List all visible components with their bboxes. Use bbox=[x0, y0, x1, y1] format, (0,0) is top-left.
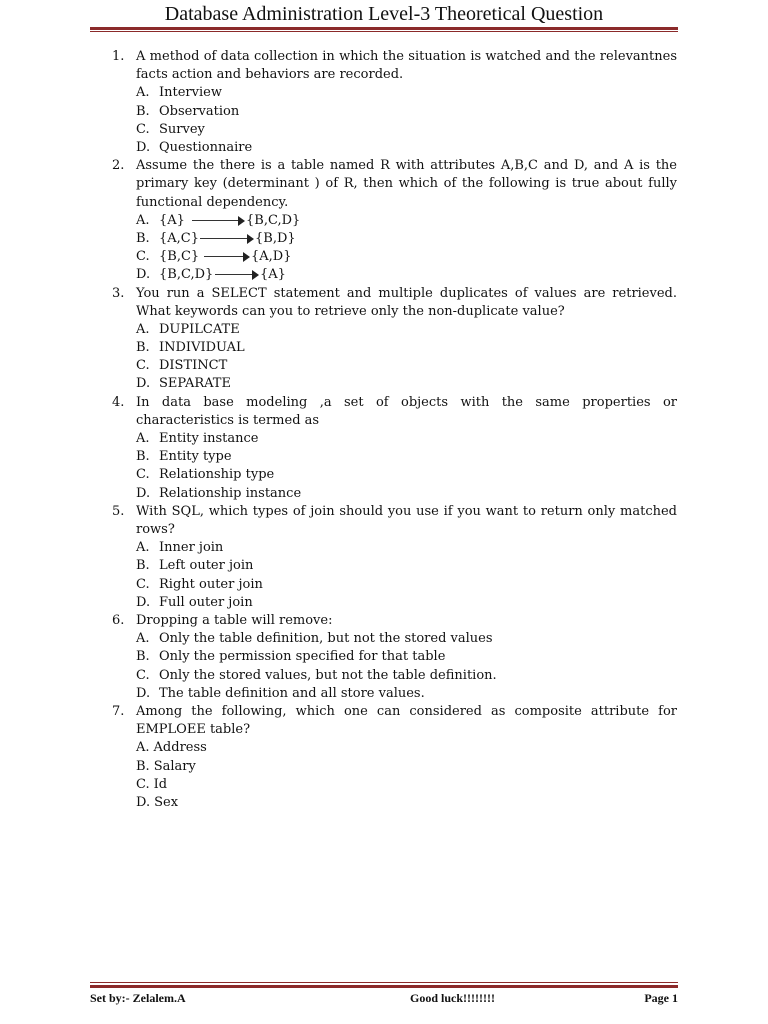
option-text: Survey bbox=[159, 121, 205, 137]
option-text: Salary bbox=[153, 758, 196, 774]
option bbox=[136, 794, 677, 812]
option-letter: B. bbox=[136, 103, 150, 119]
option-letter: B. bbox=[136, 340, 150, 356]
option bbox=[136, 103, 677, 121]
option-text: Entity type bbox=[159, 449, 232, 465]
option-letter: C. bbox=[136, 776, 150, 792]
question-number: 7. bbox=[112, 703, 125, 719]
fd-option bbox=[136, 212, 677, 230]
option bbox=[136, 466, 677, 484]
question-text: Assume the there is a table named R with attributes A,B,C and D, and A is the primary key (determinant ) of R, then which of the following is true about fully functional dependency. bbox=[136, 158, 677, 210]
fd-dependent: {B,D} bbox=[255, 230, 296, 246]
option-text: Entity instance bbox=[159, 431, 259, 447]
option-text: DUPILCATE bbox=[159, 321, 240, 337]
option-letter: D. bbox=[136, 485, 151, 501]
fd-dependent: {A} bbox=[260, 267, 286, 283]
option bbox=[136, 557, 677, 575]
option bbox=[136, 121, 677, 139]
option bbox=[136, 339, 677, 357]
arrow-icon bbox=[192, 216, 245, 226]
option-letter: C. bbox=[136, 667, 150, 683]
fd-determinant: {B,C} bbox=[159, 249, 200, 265]
option-text: Left outer join bbox=[159, 558, 254, 574]
option-letter: A. bbox=[136, 540, 150, 556]
option-text: Sex bbox=[154, 794, 179, 810]
option-letter: A. bbox=[136, 85, 150, 101]
option-text: DISTINCT bbox=[159, 358, 228, 374]
option-letter: B. bbox=[136, 558, 150, 574]
fd-determinant: {A,C} bbox=[159, 230, 200, 246]
question-4 bbox=[112, 394, 677, 503]
option-letter: D. bbox=[136, 685, 151, 701]
page-number: Page 1 bbox=[644, 991, 678, 1005]
option-letter: D. bbox=[136, 267, 151, 283]
option-text: Inner join bbox=[159, 540, 224, 556]
option bbox=[136, 430, 677, 448]
option bbox=[136, 357, 677, 375]
option-letter: D. bbox=[136, 594, 151, 610]
option-letter: D. bbox=[136, 794, 151, 810]
option bbox=[136, 321, 677, 339]
option-letter: C. bbox=[136, 121, 150, 137]
option bbox=[136, 375, 677, 393]
option-text: SEPARATE bbox=[159, 376, 231, 392]
option-letter: B. bbox=[136, 449, 150, 465]
question-number: 5. bbox=[112, 503, 125, 519]
question-number: 4. bbox=[112, 394, 125, 410]
question-number: 1. bbox=[112, 49, 125, 64]
option-text: Address bbox=[153, 740, 207, 756]
option bbox=[136, 448, 677, 466]
option bbox=[136, 485, 677, 503]
option bbox=[136, 576, 677, 594]
option bbox=[136, 84, 677, 102]
option-text: Id bbox=[153, 776, 168, 792]
header-rule-thin bbox=[90, 31, 678, 32]
option bbox=[136, 667, 677, 685]
option bbox=[136, 594, 677, 612]
option-letter: A. bbox=[136, 740, 150, 756]
question-text: With SQL, which types of join should you use if you want to return only matched rows? bbox=[136, 503, 677, 538]
option-letter: A. bbox=[136, 431, 150, 447]
arrow-icon bbox=[200, 234, 254, 244]
question-7 bbox=[112, 703, 677, 812]
option bbox=[136, 630, 677, 648]
fd-determinant: {A} bbox=[159, 212, 185, 228]
fd-dependent: {A,D} bbox=[251, 249, 292, 265]
option-text: Interview bbox=[159, 85, 222, 101]
option-letter: C. bbox=[136, 249, 150, 265]
footer-rule-thin bbox=[90, 982, 678, 983]
footer-author: Set by:- Zelalem.A bbox=[90, 991, 186, 1005]
question-text: You run a SELECT statement and multiple duplicates of values are retrieved. What keywords can you to retrieve only the non-duplicate value? bbox=[136, 285, 677, 319]
question-text: In data base modeling ,a set of objects with the same properties or characteristics is termed as bbox=[136, 394, 677, 428]
option-letter: D. bbox=[136, 139, 151, 155]
question-5 bbox=[112, 503, 677, 612]
option-text: Only the table definition, but not the stored values bbox=[159, 631, 493, 647]
option-text: Full outer join bbox=[159, 594, 253, 610]
option bbox=[136, 139, 677, 157]
option bbox=[136, 539, 677, 557]
option bbox=[136, 685, 677, 703]
page-title: Database Administration Level-3 Theoretical Question bbox=[164, 3, 604, 25]
option bbox=[136, 776, 677, 794]
option-letter: A. bbox=[136, 212, 150, 228]
arrow-icon bbox=[204, 252, 250, 262]
option-text: Observation bbox=[159, 103, 240, 119]
option-letter: B. bbox=[136, 758, 150, 774]
option-letter: C. bbox=[136, 358, 150, 374]
question-6 bbox=[112, 612, 677, 703]
question-number: 3. bbox=[112, 285, 125, 301]
option-text: Relationship instance bbox=[159, 485, 302, 501]
question-1 bbox=[112, 48, 677, 157]
option-letter: C. bbox=[136, 576, 150, 592]
question-2 bbox=[112, 157, 677, 284]
option-text: Right outer join bbox=[159, 576, 263, 592]
option-letter: B. bbox=[136, 649, 150, 665]
option-text: Only the stored values, but not the table definition. bbox=[159, 667, 497, 683]
question-number: 6. bbox=[112, 612, 125, 628]
question-number: 2. bbox=[112, 158, 125, 174]
option-text: The table definition and all store values. bbox=[159, 685, 425, 701]
question-text: Among the following, which one can considered as composite attribute for EMPLOEE table? bbox=[136, 703, 677, 738]
option-text: Questionnaire bbox=[159, 139, 253, 155]
option bbox=[136, 739, 677, 757]
fd-determinant: {B,C,D} bbox=[159, 267, 214, 283]
option bbox=[136, 648, 677, 666]
option-letter: D. bbox=[136, 376, 151, 392]
option-letter: A. bbox=[136, 321, 150, 337]
fd-dependent: {B,C,D} bbox=[246, 212, 301, 228]
question-3 bbox=[112, 285, 677, 394]
option-letter: C. bbox=[136, 467, 150, 483]
fd-option bbox=[136, 248, 677, 266]
fd-option bbox=[136, 266, 677, 284]
header-rule bbox=[90, 27, 678, 30]
question-text: Dropping a table will remove: bbox=[136, 612, 333, 628]
option-letter: B. bbox=[136, 230, 150, 246]
footer-message: Good luck!!!!!!!! bbox=[410, 991, 495, 1005]
option-text: Relationship type bbox=[159, 467, 275, 483]
option-letter: A. bbox=[136, 631, 150, 647]
option bbox=[136, 758, 677, 776]
option-text: INDIVIDUAL bbox=[159, 340, 245, 356]
question-list bbox=[112, 48, 677, 812]
question-text: A method of data collection in which the situation is watched and the relevantnes facts action and behaviors are recorded. bbox=[136, 49, 677, 83]
arrow-icon bbox=[215, 270, 259, 280]
page-footer bbox=[90, 991, 678, 1007]
fd-option bbox=[136, 230, 677, 248]
option-text: Only the permission specified for that table bbox=[159, 649, 446, 665]
footer-rule bbox=[90, 985, 678, 988]
